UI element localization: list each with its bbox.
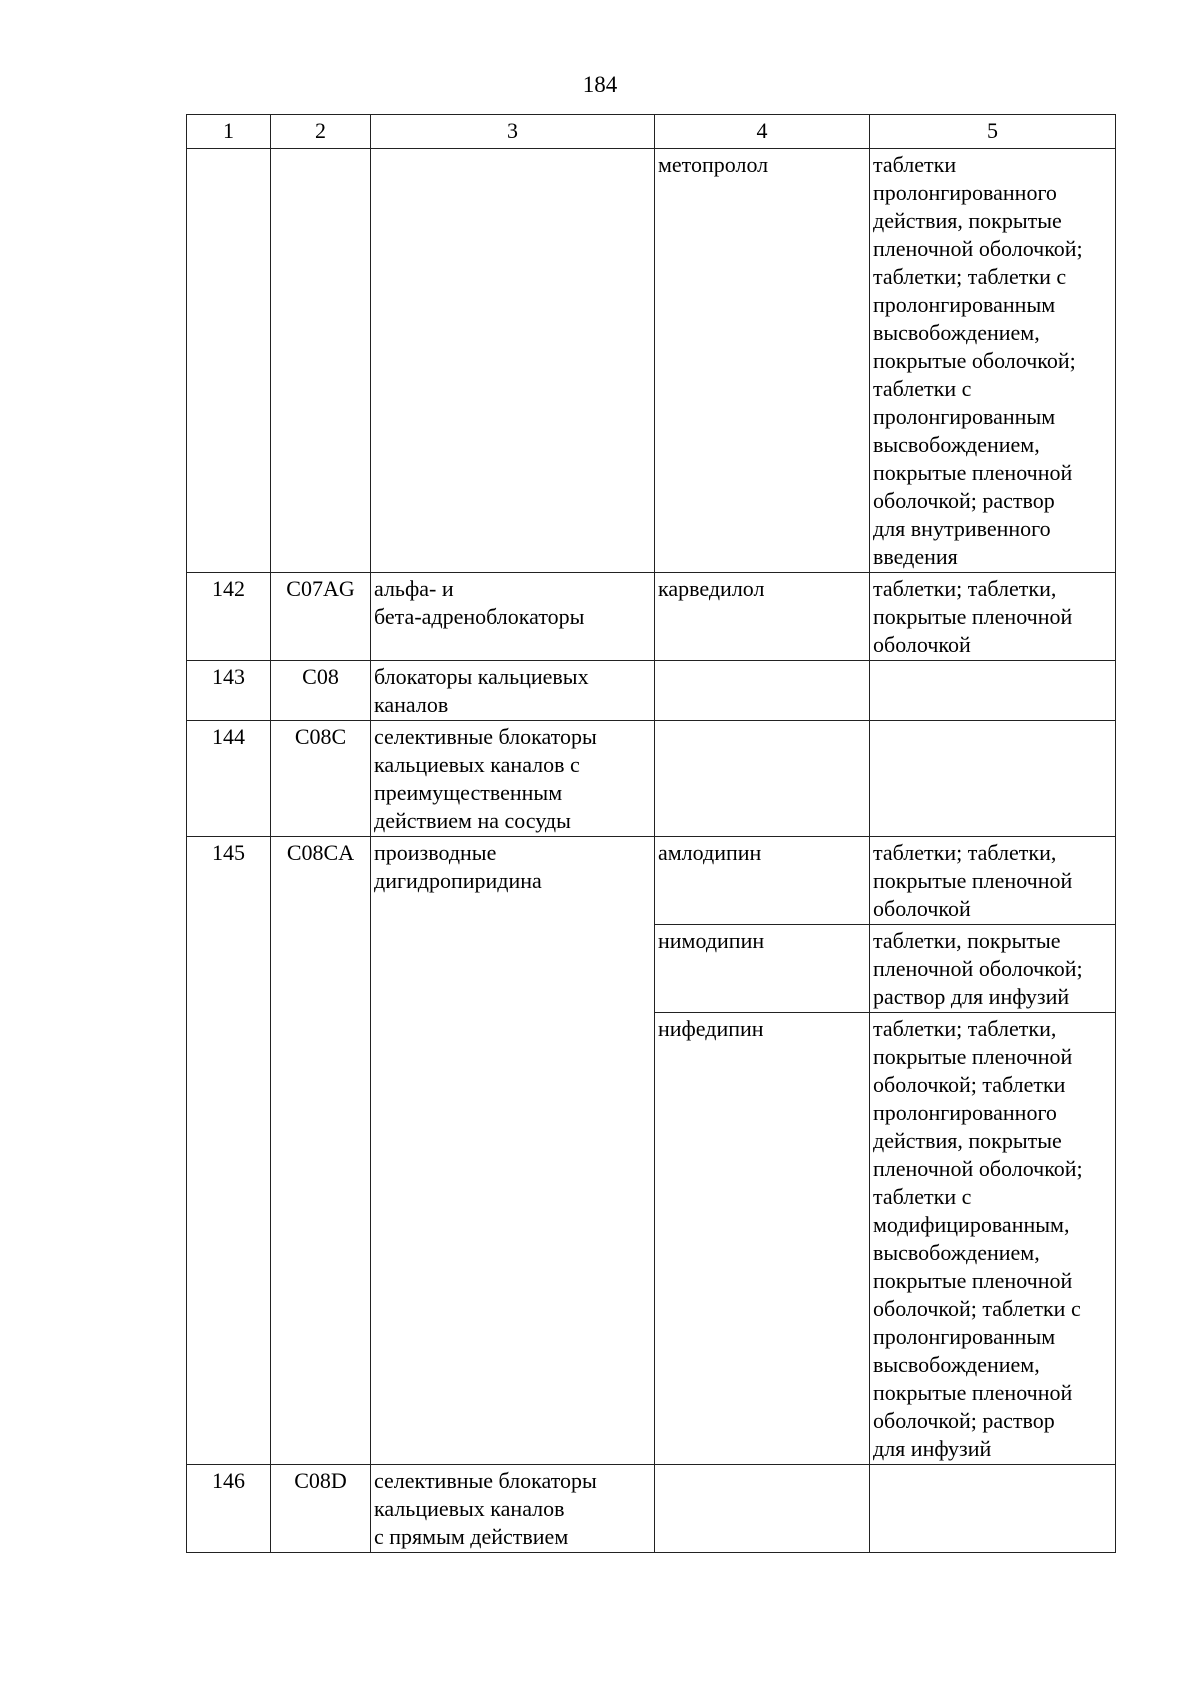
cell-text-line: селективные блокаторы [374, 724, 597, 749]
cell-text-line: таблетки; таблетки с [873, 264, 1067, 289]
cell-text-line: производные [374, 840, 497, 865]
atc-code-cell [271, 149, 371, 573]
dosage-form-cell [870, 149, 1116, 573]
drug-name-cell: амлодипин [655, 837, 870, 925]
dosage-form-cell [870, 721, 1116, 837]
table-row [187, 1465, 1116, 1553]
cell-text-line: кальциевых каналов с [374, 752, 580, 777]
atc-group-cell [371, 573, 655, 661]
table-row [187, 721, 1116, 837]
cell-text-line: действием на сосуды [374, 808, 571, 833]
cell-text-line: оболочкой; раствор [873, 1408, 1055, 1433]
atc-group-cell [371, 149, 655, 573]
cell-text-line: для внутривенного [873, 516, 1051, 541]
atc-code-cell: C08D [271, 1465, 371, 1553]
drug-table [186, 114, 1116, 1553]
row-number-cell [187, 149, 271, 573]
cell-text-line: покрытые пленочной [873, 1380, 1073, 1405]
header-cell: 2 [271, 115, 371, 149]
drug-name-cell [655, 1465, 870, 1553]
cell-text-line: пролонгированным [873, 292, 1056, 317]
cell-text-line: действия, покрытые [873, 1128, 1062, 1153]
cell-text-line: дигидропиридина [374, 868, 542, 893]
table-row [187, 573, 1116, 661]
cell-text-line: таблетки; таблетки, [873, 1016, 1057, 1041]
atc-group-cell [371, 661, 655, 721]
cell-text-line: раствор для инфузий [873, 984, 1070, 1009]
cell-text-line: пролонгированным [873, 1324, 1056, 1349]
drug-name-cell: нимодипин [655, 925, 870, 1013]
row-number-cell: 143 [187, 661, 271, 721]
drug-name-cell [655, 661, 870, 721]
cell-text-line: блокаторы кальциевых [374, 664, 589, 689]
cell-text-line: покрытые пленочной [873, 1044, 1073, 1069]
cell-text-line: пролонгированным [873, 404, 1056, 429]
header-row [187, 115, 1116, 149]
cell-text-line: высвобождением, [873, 432, 1040, 457]
atc-group-cell [371, 721, 655, 837]
cell-text-line: бета-адреноблокаторы [374, 604, 585, 629]
atc-code-cell: C07AG [271, 573, 371, 661]
dosage-form-cell [870, 573, 1116, 661]
header-cell: 5 [870, 115, 1116, 149]
drug-name-cell: метопролол [655, 149, 870, 573]
dosage-form-cell [870, 1013, 1116, 1465]
dosage-form-cell [870, 837, 1116, 925]
atc-group-cell [371, 1465, 655, 1553]
cell-text-line: высвобождением, [873, 320, 1040, 345]
cell-text-line: высвобождением, [873, 1352, 1040, 1377]
table-row [187, 837, 1116, 925]
atc-code-cell: C08C [271, 721, 371, 837]
cell-text-line: пленочной оболочкой; [873, 956, 1083, 981]
cell-text-line: покрытые пленочной [873, 460, 1073, 485]
cell-text-line: таблетки; таблетки, [873, 840, 1057, 865]
cell-text-line: пленочной оболочкой; [873, 1156, 1083, 1181]
cell-text-line: покрытые пленочной [873, 1268, 1073, 1293]
table-row [187, 149, 1116, 573]
cell-text-line: селективные блокаторы [374, 1468, 597, 1493]
drug-name-cell [655, 721, 870, 837]
table-body [187, 149, 1116, 1553]
row-number-cell: 146 [187, 1465, 271, 1553]
cell-text-line: таблетки [873, 152, 957, 177]
cell-text-line: покрытые оболочкой; [873, 348, 1076, 373]
cell-text-line: оболочкой [873, 632, 971, 657]
atc-group-cell [371, 837, 655, 1465]
cell-text-line: для инфузий [873, 1436, 992, 1461]
row-number-cell: 144 [187, 721, 271, 837]
cell-text-line: таблетки с [873, 1184, 972, 1209]
cell-text-line: с прямым действием [374, 1524, 569, 1549]
cell-text-line: таблетки с [873, 376, 972, 401]
header-cell: 3 [371, 115, 655, 149]
table-row [187, 661, 1116, 721]
cell-text-line: пленочной оболочкой; [873, 236, 1083, 261]
drug-name-cell: нифедипин [655, 1013, 870, 1465]
row-number-cell: 145 [187, 837, 271, 1465]
drug-name-cell: карведилол [655, 573, 870, 661]
cell-text-line: оболочкой [873, 896, 971, 921]
cell-text-line: покрытые пленочной [873, 604, 1073, 629]
cell-text-line: высвобождением, [873, 1240, 1040, 1265]
cell-text-line: оболочкой; таблетки [873, 1072, 1066, 1097]
cell-text-line: кальциевых каналов [374, 1496, 565, 1521]
atc-code-cell: C08 [271, 661, 371, 721]
cell-text-line: таблетки; таблетки, [873, 576, 1057, 601]
cell-text-line: модифицированным, [873, 1212, 1070, 1237]
cell-text-line: введения [873, 544, 958, 569]
header-cell: 1 [187, 115, 271, 149]
cell-text-line: преимущественным [374, 780, 563, 805]
cell-text-line: пролонгированного [873, 1100, 1057, 1125]
cell-text-line: оболочкой; таблетки с [873, 1296, 1081, 1321]
header-cell: 4 [655, 115, 870, 149]
cell-text-line: пролонгированного [873, 180, 1057, 205]
dosage-form-cell [870, 925, 1116, 1013]
dosage-form-cell [870, 661, 1116, 721]
page-number: 184 [582, 72, 618, 97]
atc-code-cell: C08CA [271, 837, 371, 1465]
cell-text-line: каналов [374, 692, 449, 717]
row-number-cell: 142 [187, 573, 271, 661]
dosage-form-cell [870, 1465, 1116, 1553]
cell-text-line: таблетки, покрытые [873, 928, 1061, 953]
cell-text-line: оболочкой; раствор [873, 488, 1055, 513]
cell-text-line: покрытые пленочной [873, 868, 1073, 893]
cell-text-line: действия, покрытые [873, 208, 1062, 233]
cell-text-line: альфа- и [374, 576, 454, 601]
